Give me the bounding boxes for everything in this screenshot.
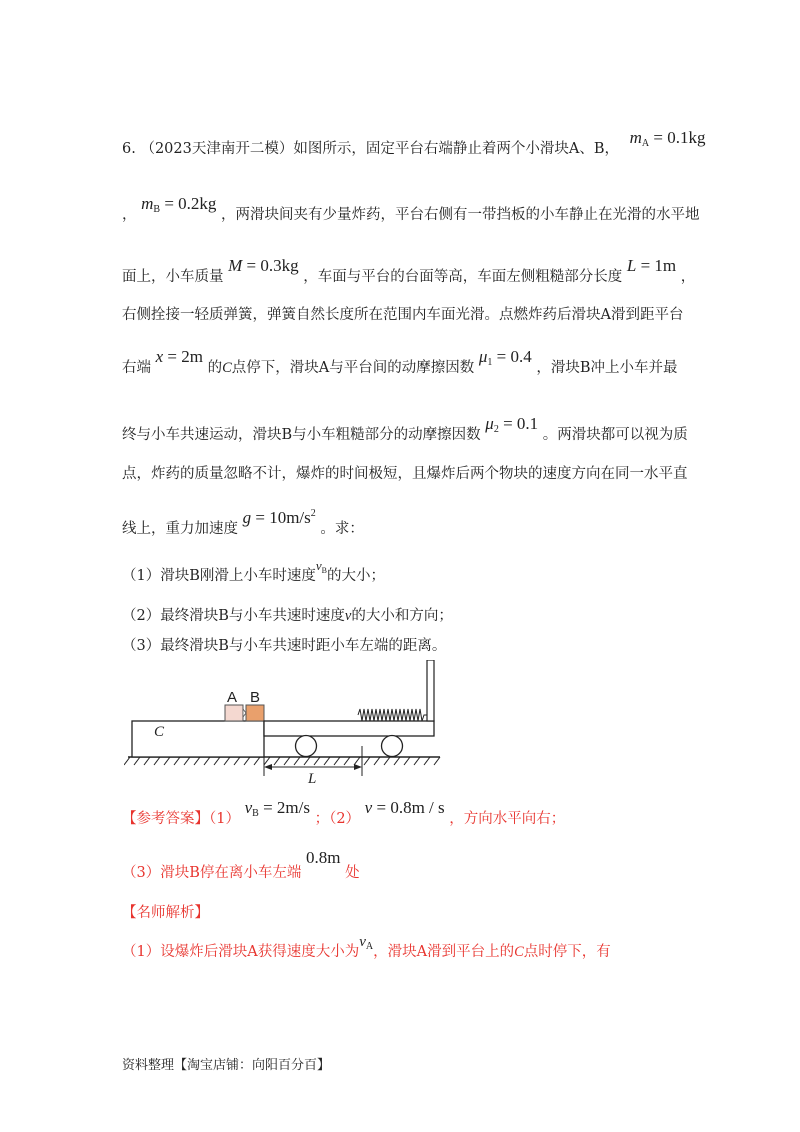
problem-line-2: ， $m_B = 0.2kg$ ，两滑块间夹有少量炸药，平台右侧有一带挡板的小车静止在光滑的水平地 xyxy=(122,194,700,223)
analysis-line-1: （1）设爆炸后滑块A获得速度大小为$v_A$，滑块A滑到平台上的C点时停下，有 xyxy=(122,934,611,960)
formula-x: x = 2m xyxy=(155,347,203,366)
formula-g: $g = 10m/s^2$ xyxy=(242,508,316,527)
cart-body xyxy=(264,721,434,736)
problem-line-1: 6. （2023天津南开二模）如图所示，固定平台右端静止着两个小滑块A、B， $m_A = 0.1kg$ xyxy=(122,128,706,157)
block-B xyxy=(246,705,264,721)
formula-L: L = 1m xyxy=(626,256,677,275)
problem-line-7: 点，炸药的质量忽略不计，爆炸的时间极短，且爆炸后两个物块的速度方向在同一水平直 xyxy=(122,466,688,482)
question-3: （3）最终滑块B与小车共速时距小车左端的距离。 xyxy=(122,638,447,654)
label-C: C xyxy=(154,724,165,740)
formula-dist: 0.8m xyxy=(306,848,341,867)
wheel-right xyxy=(382,736,403,757)
formula-mB: $m_B = 0.2kg$ xyxy=(141,194,217,215)
footer: 资料整理【淘宝店铺：向阳百分百】 xyxy=(122,1058,331,1073)
problem-line-4: 右侧拴接一轻质弹簧，弹簧自然长度所在范围内车面光滑。点燃炸药后滑块A滑到距平台 xyxy=(122,307,684,323)
formula-v-answer: v = 0.8m / s xyxy=(364,798,445,817)
platform xyxy=(132,721,264,757)
analysis-header: 【名师解析】 xyxy=(122,905,209,921)
formula-mu2: $\mu_2 = 0.1$ xyxy=(485,414,539,435)
question-1: （1）滑块B刚滑上小车时速度$v_B$的大小； xyxy=(122,558,386,584)
question-2: （2）最终滑块B与小车共速时速度v的大小和方向； xyxy=(122,608,453,624)
cart-baffle xyxy=(427,660,434,721)
formula-M: M = 0.3kg xyxy=(228,256,299,275)
label-L: L xyxy=(308,771,317,785)
problem-line-3: 面上，小车质量 M = 0.3kg ，车面与平台的台面等高，车面左侧粗糙部分长度 L = 1m ， xyxy=(122,256,696,285)
formula-mA: $m_A = 0.1kg$ xyxy=(629,128,706,149)
formula-mu1: $\mu_1 = 0.4$ xyxy=(478,347,532,368)
problem-line-6: 终与小车共速运动，滑块B与小车粗糙部分的动摩擦因数 $\mu_2 = 0.1$ 。两滑块都可以视为质 xyxy=(122,414,688,443)
answer-line-1: 【参考答案】（1） $v_B = 2m/s$ ；（2） v = 0.8m / s ，方向水平向右； xyxy=(122,798,566,827)
answer-line-2: （3）滑块B停在离小车左端 0.8m 处 xyxy=(122,848,360,881)
problem-line-5: 右端 x = 2m 的C点停下，滑块A与平台间的动摩擦因数 $\mu_1 = 0.4$ ，滑块B冲上小车并最 xyxy=(122,347,678,376)
ground-hatching xyxy=(124,757,440,765)
formula-vB-answer: $v_B = 2m/s$ xyxy=(244,798,310,819)
problem-line-8: 线上，重力加速度 $g = 10m/s^2$ 。求： xyxy=(122,508,364,537)
physics-diagram xyxy=(124,660,444,785)
formula-vA: $v_A$ xyxy=(359,934,374,952)
label-B: B xyxy=(250,689,261,706)
spring xyxy=(358,709,427,721)
block-A xyxy=(225,705,243,721)
wheel-left xyxy=(296,736,317,757)
label-A: A xyxy=(227,689,238,706)
formula-vB: $v_B$ xyxy=(315,558,328,575)
